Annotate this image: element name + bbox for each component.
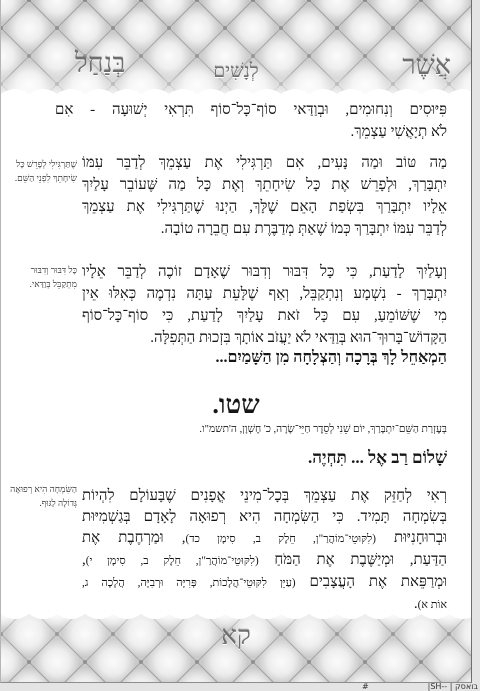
- date-text: בְּעֶזְרַת הַשֵּׁם־יִתְבָּרַךְ, יוֹם שֵׁנִי לְסֵדֶר חַיֵּי־שָׂרָה, כ' חֶשְׁוָן, ה'תשמ"ו.: [199, 424, 447, 435]
- citation: (לִקּוּטֵי־מוֹהֲרַ"ן, חֵלֶק ב, סִימָן י): [85, 555, 259, 567]
- top-quilted-border: [1, 0, 471, 102]
- paragraph-continuation: [55, 99, 447, 143]
- citation: אוֹת א): [417, 599, 447, 611]
- text-segment: הַדַּעַת, וּמְיַשֶּׁבֶת אֶת הַמֹּחַ: [258, 552, 447, 568]
- text-line: [82, 550, 447, 572]
- text-line: יִתְבָּרַךְ - נִשְׁמָע וְנִתְקַבֵּל, וְאַף שֶׁלָּעֵת עַתָּה נִדְמֶה כְּאִלּוּ אֵין: [82, 286, 447, 302]
- text-line: וְעָלַיִךְ לָדַעַת, כִּי כָּל דִּבּוּר וְדִבּוּר שֶׁאָדָם זוֹכֶה לְדַבֵּר אֵלָיו: [82, 264, 447, 280]
- printer-mark: #: [362, 682, 369, 691]
- text-segment: בְּשִׂמְחָה תָּמִיד. כִּי הַשִּׂמְחָה הִיא רְפוּאָה לָאָדָם בְּגַשְׁמִיּוּת: [82, 509, 447, 525]
- text-line: [82, 528, 447, 550]
- header-word-left: בְּנַחַל: [75, 48, 126, 78]
- margin-note: כָּל דִּבּוּר וְדִבּוּר מִתְקַבֵּל בְּוַדַּאי.: [29, 265, 77, 289]
- page-number: קא: [221, 621, 251, 650]
- printer-slug: בואסק | --SH|: [427, 682, 478, 691]
- text-line: לְדַבֵּר עִמּוֹ יִתְבָּרַךְ כְּמוֹ שֶׁאַתְּ מְדַבֶּרֶת עִם חֲבֵרָה טוֹבָה.: [160, 221, 447, 237]
- text-segment: .: [413, 596, 418, 612]
- text-line: אֵלָיו יִתְבָּרַךְ בִּשְׂפַת הָאֵם שֶׁלָּךְ, הַיְנוּ שֶׁתַּרְגִּילִי אֶת עַצְמֵךְ: [82, 199, 447, 215]
- header-word-right: אֲשֶׁר: [402, 50, 451, 80]
- text-line: מִי שֶׁשּׁוֹמֵעַ, עִם כָּל זֹאת עָלַיִךְ לָדַעַת, כִּי סוֹף־כָּל־סוֹף: [82, 308, 447, 324]
- header-word-center: לְנָשִׁים: [213, 61, 259, 82]
- text-line: [82, 594, 447, 616]
- paragraph-joy: [82, 486, 447, 616]
- citation: (עַיֵּן לִקּוּטֵי־הֲלָכוֹת, פְּרִיָּה וּרְבִיָּה, הֲלָכָה ג,: [82, 577, 296, 589]
- margin-note: שֶׁתַּרְגִּילִי לְפָרֵשׁ כָּל שִׂיחָתֵךְ לִפְנֵי הַשֵּׁם.: [14, 159, 77, 183]
- text-line: [82, 507, 447, 528]
- text-segment: וּמְרַפֵּאת אֶת הָעֲצָבִים: [295, 574, 447, 590]
- greeting-text: שָׁלוֹם רַב אֶל ... תִּחְיֶה.: [307, 448, 447, 467]
- text-segment: רְאִי לְחַזֵּק אֶת עַצְמֵךְ בְּכָל־מִינֵי אֳפָנִים שֶׁבָּעוֹלָם לִהְיוֹת: [82, 488, 447, 504]
- text-segment: , וּמַרְחֶבֶת אֶת: [82, 530, 186, 546]
- text-line: מַה טּוֹב וּמַה נָּעִים, אִם תַּרְגִּילִי אֶת עַצְמֵךְ לְדַבֵּר עִמּוֹ: [82, 155, 447, 171]
- text-line: [82, 486, 447, 507]
- closing-line: הַמְאַחֵל לָךְ בְּרָכָה וְהַצְלָחָה מִן הַשָּׁמַיִם...: [215, 349, 447, 366]
- paragraph-speak-to-god: [82, 152, 447, 240]
- greeting: [82, 446, 447, 470]
- letter-number: שטו.: [212, 390, 260, 419]
- closing-blessing: [82, 347, 447, 369]
- text-line: הַקָּדוֹשׁ־בָּרוּךְ־הוּא בְּוַדַּאי לֹא יַעֲזֹב אוֹתָךְ בִּזְכוּת הַתְּפִלָּה.: [150, 330, 447, 346]
- text-line: לֹא תְיָאֲשִׁי עַצְמֵךְ.: [350, 124, 447, 140]
- date-line: [55, 423, 447, 437]
- paragraph-every-word-accepted: [82, 261, 447, 349]
- text-segment: ,: [82, 552, 86, 568]
- text-line: פִּיּוּסִים וְנִחוּמִים, וּבְוַדַּאי סוֹף־כָּל־סוֹף תִּרְאִי יְשׁוּעָה - אִם: [55, 102, 447, 118]
- text-segment: וּבְרוּחָנִיּוּת: [375, 530, 447, 546]
- margin-note: הַשִּׂמְחָה הִיא רְפוּאָה גְּדוֹלָה לַגּוּף.: [10, 484, 77, 508]
- text-line: יִתְבָּרַךְ, וּלְפָרֵשׁ אֶת כָּל שִׂיחָתֵךְ וְאֶת כָּל מַה שֶּׁעוֹבֵר עָלַיִךְ: [82, 177, 447, 193]
- text-line: [82, 572, 447, 594]
- citation: (לִקּוּטֵי־מוֹהֲרַ"ן, חֵלֶק ב, סִימָן כד): [185, 533, 376, 545]
